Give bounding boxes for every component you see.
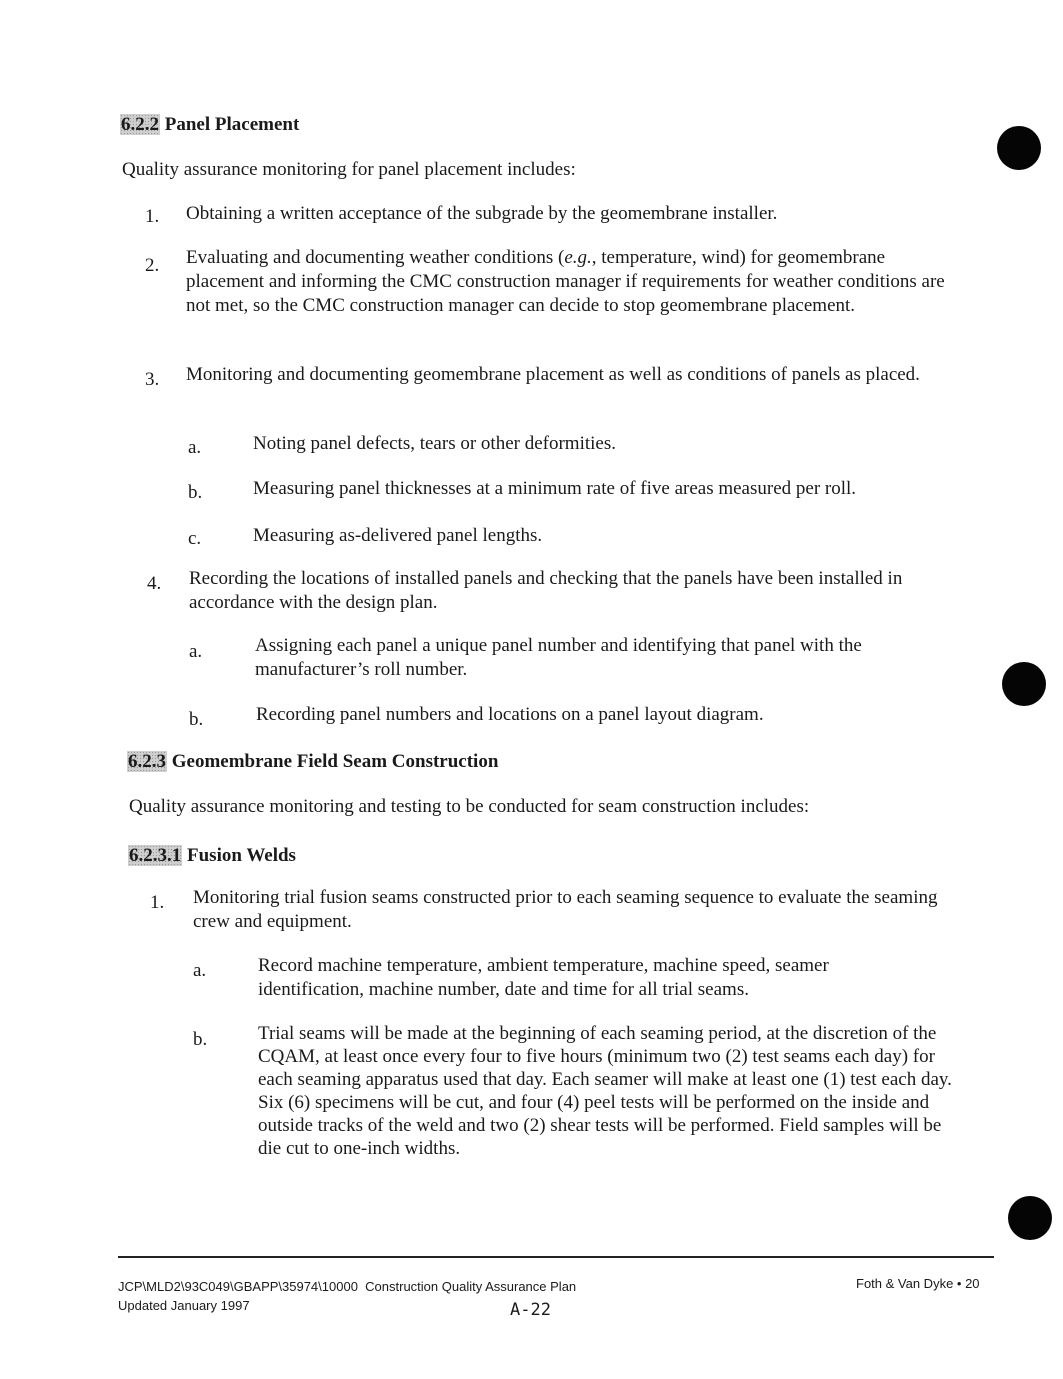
sublist-letter: b.	[188, 482, 203, 503]
sublist-letter: a.	[189, 641, 203, 662]
list-number: 2.	[145, 255, 160, 276]
list-item-text: Monitoring and documenting geomembrane placement as well as conditions of panels as placed.	[186, 364, 920, 385]
list-number: 4.	[147, 573, 162, 594]
sublist-item-text: Measuring panel thicknesses at a minimum rate of five areas measured per roll.	[253, 478, 857, 499]
italic-text: e.g.	[564, 247, 592, 268]
list-item-text: Obtaining a written acceptance of the subgrade by the geomembrane installer.	[186, 203, 778, 224]
text-part: Evaluating and documenting weather conditions (	[186, 247, 565, 268]
section-heading-6231	[128, 844, 296, 868]
section-heading-622	[120, 113, 299, 137]
list-number: 1.	[150, 892, 165, 913]
footer-updated: Updated January 1997	[118, 1298, 250, 1313]
section-heading-623	[127, 750, 498, 774]
punch-hole-top	[997, 126, 1041, 170]
list-item-text: Recording the locations of installed panels and checking that the panels have been installed in accordance with the design plan.	[189, 568, 903, 613]
section-title: Panel Placement	[164, 114, 300, 135]
intro-paragraph: Quality assurance monitoring and testing to be conducted for seam construction includes:	[129, 796, 810, 817]
list-number: 3.	[145, 369, 160, 390]
section-number: 6.2.3	[128, 751, 166, 772]
sublist-item-text: Record machine temperature, ambient temperature, machine speed, seamer identification, machine number, date and time for all trial seams.	[258, 955, 829, 1000]
sublist-item-text: Recording panel numbers and locations on a panel layout diagram.	[256, 704, 764, 725]
text-part: , temperature, wind) for geomembrane placement and informing the CMC construction manager if requirements for weather conditions are not met, so the CMC construction manager can decide to stop geomembrane placement.	[186, 247, 945, 316]
footer-rule	[118, 1256, 994, 1258]
list-number: 1.	[145, 206, 160, 227]
sublist-item-text: Noting panel defects, tears or other deformities.	[253, 433, 616, 454]
punch-hole-middle	[1002, 662, 1046, 706]
punch-hole-bottom	[1008, 1196, 1052, 1240]
sublist-letter: a.	[193, 960, 207, 981]
sublist-letter: a.	[188, 437, 202, 458]
sublist-letter: b.	[193, 1029, 208, 1050]
sublist-item-text: Measuring as-delivered panel lengths.	[253, 525, 543, 546]
list-item-text	[186, 246, 958, 318]
sublist-item-text: Trial seams will be made at the beginning of each seaming period, at the discretion of the CQAM, at least once every four to five hours (minimum two (2) test seams each day) for each seaming apparatus used that day. Each seamer will make at least one (1) test each day. Six (6) specimens will be cut, and four (4) peel tests will be performed on the inside and outside tracks of the weld and two (2) shear tests will be performed. Field samples will be die cut to one-inch widths.	[258, 1023, 952, 1159]
page-number: A-22	[510, 1300, 551, 1320]
section-number: 6.2.2	[121, 114, 159, 135]
section-title: Geomembrane Field Seam Construction	[171, 751, 499, 772]
section-number: 6.2.3.1	[129, 845, 182, 866]
list-item-text: Monitoring trial fusion seams constructed prior to each seaming sequence to evaluate the seaming crew and equipment.	[193, 887, 938, 932]
section-title: Fusion Welds	[187, 845, 296, 866]
footer-path: JCP\MLD2\93C049\GBAPP\35974\10000 Construction Quality Assurance Plan	[118, 1279, 577, 1294]
sublist-item-text: Assigning each panel a unique panel number and identifying that panel with the manufacturer’s roll number.	[255, 635, 862, 680]
sublist-letter: c.	[188, 528, 202, 549]
sublist-letter: b.	[189, 709, 204, 730]
footer-company: Foth & Van Dyke • 20	[856, 1276, 980, 1291]
intro-paragraph: Quality assurance monitoring for panel placement includes:	[122, 159, 576, 180]
